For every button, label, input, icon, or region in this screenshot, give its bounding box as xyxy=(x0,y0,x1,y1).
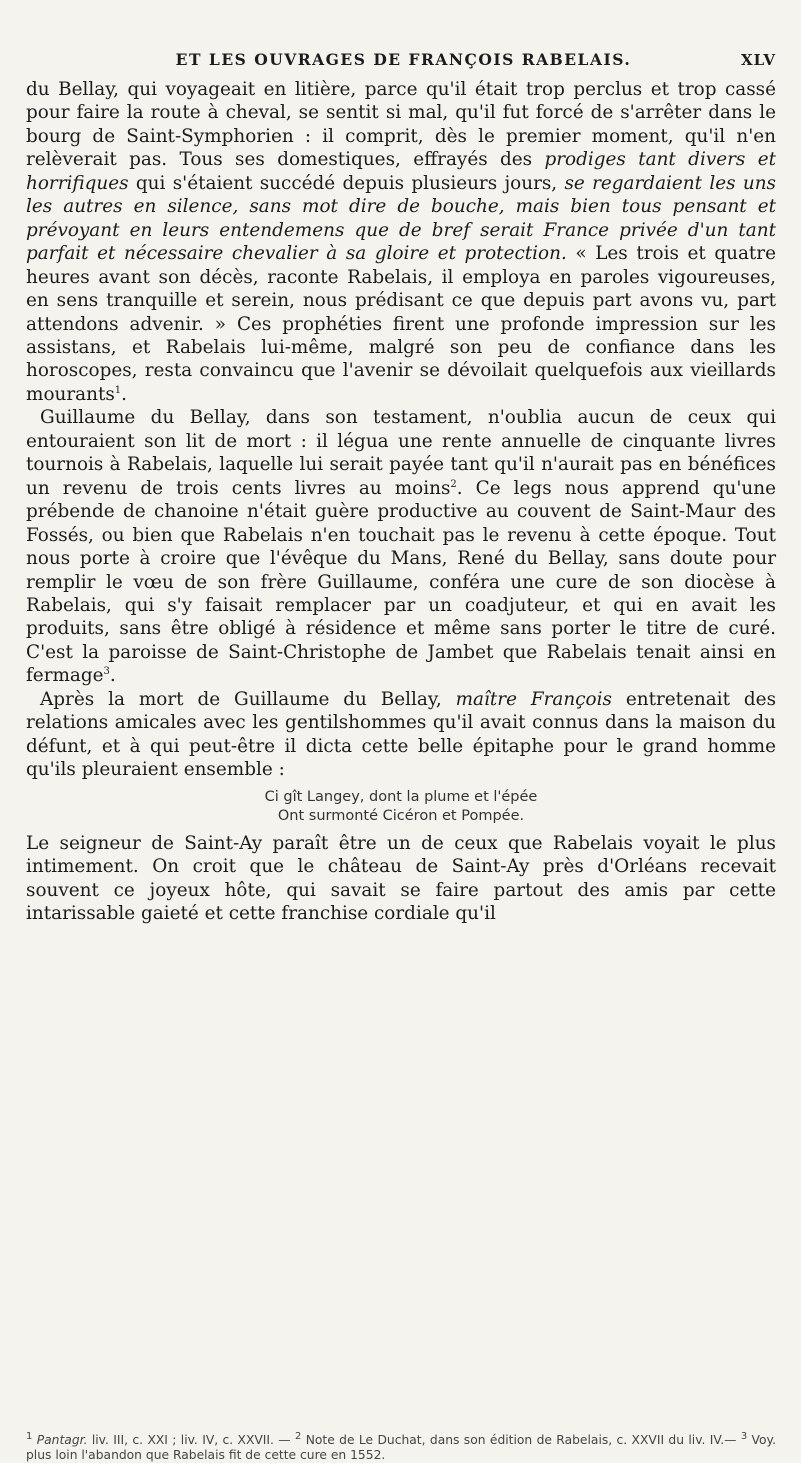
text-run: . xyxy=(121,383,128,405)
footnote-mark: 1 xyxy=(26,1430,33,1442)
italic-run: se regardaient les uns les autres en silence, sans mot dire de bouche, mais bien tous pensant et prévoyant en leurs entendemens que de bref serait France privée d'un tant parfait et nécessaire chevalier à sa gloire et protection. xyxy=(26,172,776,265)
body-text xyxy=(26,78,776,925)
page-number: XLV xyxy=(740,51,776,69)
text-run: . xyxy=(109,665,116,687)
italic-run: maître François xyxy=(455,688,612,710)
italic-run: prodiges tant divers et horrifiques xyxy=(26,149,776,194)
text-run: qui s'étaient succédé depuis plusieurs jours, xyxy=(128,172,565,194)
paragraph-4 xyxy=(26,832,776,926)
paragraph-2 xyxy=(26,406,776,687)
epitaph xyxy=(26,788,776,826)
text-run: du Bellay, qui voyageait en litière, parce qu'il était trop perclus et trop cassé pour faire la route à cheval, se sentit si mal, qu'il fut forcé de s'arrêter dans le bourg de Saint-Symphorien : il comprit, dès le premier moment, qu'il n'en relèverait pas. Tous ses domestiques, effrayés des xyxy=(26,79,776,171)
epitaph-line: Ci gît Langey, dont la plume et l'épée xyxy=(264,788,538,805)
text-run: Le seigneur de Saint-Ay paraît être un de ceux que Rabelais voyait le plus intimement. On croit que le château de Saint-Ay près d'Orléans recevait souvent ce joyeux hôte, qui savait se faire partout des amis par cette intarissable gaieté et cette franchise cordiale qu'il xyxy=(26,832,776,924)
text-run: Guillaume du Bellay, dans son testament, n'oublia aucun de ceux qui entouraient son lit de mort : il légua une rente annuelle de cinquante livres tournois à Rabelais, laquelle lui serait payée tant qu'il n'aurait pas en bénéfices un revenu de trois cents livres au moins xyxy=(26,407,776,499)
running-header xyxy=(26,50,776,69)
paragraph-3 xyxy=(26,688,776,782)
text-run: « Les trois et quatre heures avant son décès, raconte Rabelais, il employa en paroles vigoureuses, en sens tranquille et serein, nous prédisant ce que depuis part avons vu, part attendons advenir. » Ces prophéties firent une profonde impression sur les assistans, et Rabelais lui-même, malgré son peu de confiance dans les horoscopes, resta convaincu que l'avenir se dévoilait quelquefois aux vieillards mourants xyxy=(26,243,776,405)
footnote-ref: 2 xyxy=(450,478,457,490)
footnote-italic: Pantagr. xyxy=(36,1433,88,1447)
footnotes xyxy=(26,1430,776,1463)
footnote-ref: 1 xyxy=(114,384,122,396)
footnote-mark: 2 xyxy=(294,1430,302,1442)
running-title: ET LES OUVRAGES DE FRANÇOIS RABELAIS. xyxy=(175,50,632,69)
footnote-text: Note de Le Duchat, dans son édition de Rabelais, c. XXVII du liv. IV.— xyxy=(301,1433,741,1447)
epitaph-line: Ont surmonté Cicéron et Pompée. xyxy=(277,807,525,824)
text-run: Après la mort de Guillaume du Bellay, xyxy=(40,688,456,710)
footnote-ref: 3 xyxy=(103,666,110,678)
footnote-text: Voy. plus loin l'abandon que Rabelais fit de cette cure en 1552. xyxy=(26,1433,776,1462)
text-run: . Ce legs nous apprend qu'une prébende de chanoine n'était guère productive au couvent de Saint-Maur des Fossés, ou bien que Rabelais n'en touchait pas le revenu à cette époque. Tout nous porte à croire que l'évêque du Mans, René du Bellay, sans doute pour remplir le vœu de son frère Guillaume, conféra une cure de son diocèse à Rabelais, qui s'y faisait remplacer par un coadjuteur, et qui en avait les produits, sans être obligé à résidence et même sans porter le titre de curé. C'est la paroisse de Saint-Christophe de Jambet que Rabelais tenait ainsi en fermage xyxy=(26,477,776,687)
footnote-text: liv. III, c. XXI ; liv. IV, c. XXVII. — xyxy=(87,1433,295,1447)
text-run: entretenait des relations amicales avec les gentilshommes qu'il avait connus dans la maison du défunt, et à qui peut-être il dicta cette belle épitaphe pour le grand homme qu'ils pleuraient ensemble : xyxy=(26,688,777,781)
footnote-mark: 3 xyxy=(740,1430,748,1442)
paragraph-1 xyxy=(26,78,776,406)
